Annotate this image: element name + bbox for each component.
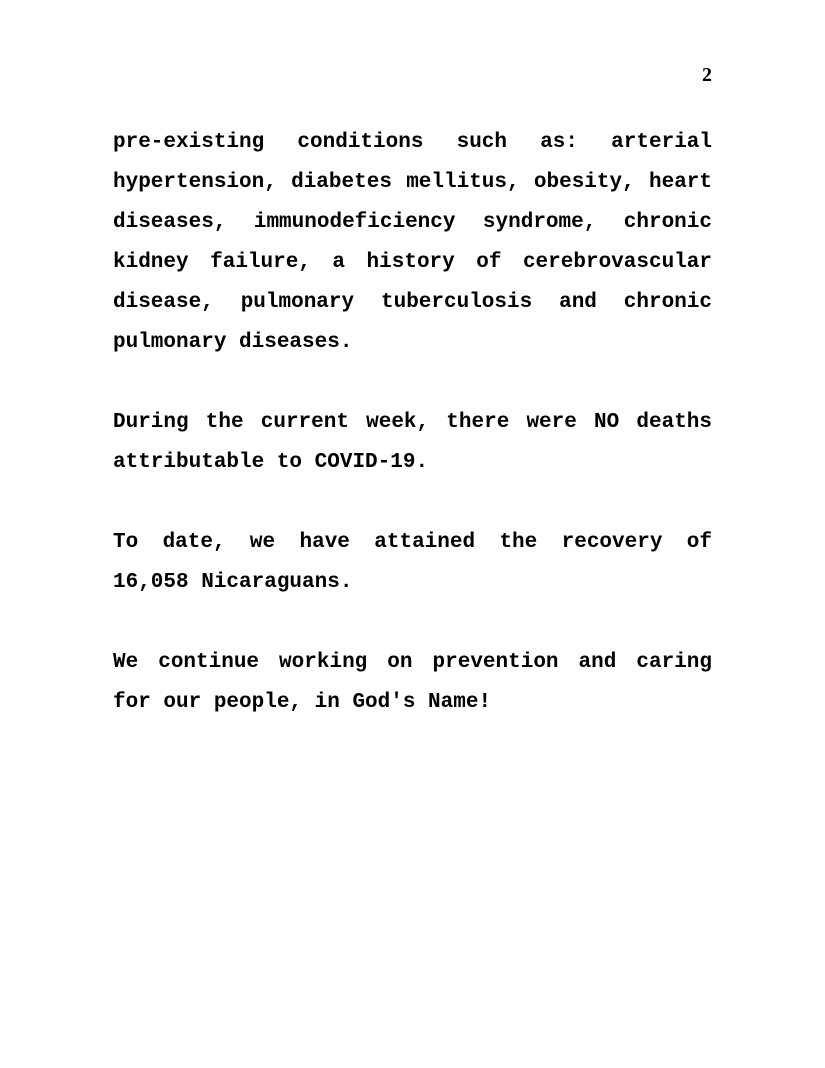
paragraph [113, 123, 712, 363]
paragraph [113, 643, 712, 723]
page-number: 2 [702, 64, 712, 86]
text-line: We continue working on prevention and caring [113, 651, 712, 674]
text-line: To date, we have attained the recovery of [113, 531, 712, 554]
text-line: attributable to COVID-19. [113, 451, 429, 474]
text-line: disease, pulmonary tuberculosis and chronic [113, 291, 712, 314]
text-line: During the current week, there were NO deaths [113, 411, 712, 434]
text-line: for our people, in God's Name! [113, 691, 492, 714]
text-line: 16,058 Nicaraguans. [113, 571, 353, 594]
document-body [113, 123, 712, 763]
text-line: kidney failure, a history of cerebrovascular [113, 251, 712, 274]
text-line: hypertension, diabetes mellitus, obesity, heart [113, 171, 712, 194]
paragraph [113, 403, 712, 483]
paragraph [113, 523, 712, 603]
text-line: pulmonary diseases. [113, 331, 353, 354]
text-line: pre-existing conditions such as: arterial [113, 131, 712, 154]
text-line: diseases, immunodeficiency syndrome, chronic [113, 211, 712, 234]
